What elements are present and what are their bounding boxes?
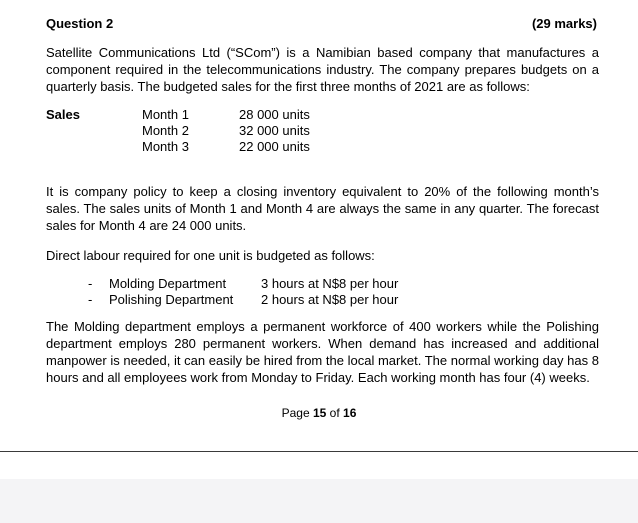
question-header <box>46 14 597 32</box>
workforce-paragraph: The Molding department employs a permanent workforce of 400 workers while the Polishing department employs 280 permanent workers. When demand has increased and additional manpower is needed, it can easily be hired from the local market. The normal working day has 8 hours and all employees work from Monday to Friday. Each working month has four (4) weeks. <box>46 319 599 385</box>
question-marks: (29 marks) <box>531 16 597 31</box>
intro-paragraph: Satellite Communications Ltd (“SCom”) is a Namibian based company that manufactures a component required in the telecommunications industry. The company prepares budgets on a quarterly basis. The budgeted sales for the first three months of 2021 are as follows: <box>46 45 599 94</box>
sales-month: Month 2 <box>142 123 189 138</box>
sales-row <box>142 139 342 155</box>
sales-units: 22 000 units <box>239 139 310 154</box>
sales-table <box>142 107 342 155</box>
sales-row <box>142 107 342 123</box>
inventory-policy-paragraph: It is company policy to keep a closing inventory equivalent to 20% of the following month’s sales. The sales units of Month 1 and Month 4 are always the same in any quarter. The forecast sales for Month 4 are 24 000 units. <box>46 184 599 233</box>
footer-current-page: 15 <box>312 406 327 420</box>
sales-units: 32 000 units <box>239 123 310 138</box>
footer-total-pages: 16 <box>343 406 357 420</box>
list-dash: - <box>88 292 93 307</box>
sales-row <box>142 123 342 139</box>
labour-item <box>88 292 418 308</box>
page-footer <box>0 406 638 420</box>
sales-label: Sales <box>46 107 80 122</box>
background-band <box>0 479 638 523</box>
page-divider <box>0 451 638 452</box>
labour-list <box>88 276 418 308</box>
question-title: Question 2 <box>46 16 114 31</box>
footer-of: of <box>326 406 344 420</box>
labour-hours: 2 hours at N$8 per hour <box>261 292 399 307</box>
sales-month: Month 3 <box>142 139 189 154</box>
labour-item <box>88 276 418 292</box>
labour-hours: 3 hours at N$8 per hour <box>261 276 399 291</box>
footer-page-prefix: Page <box>281 406 313 420</box>
labour-intro-paragraph: Direct labour required for one unit is budgeted as follows: <box>46 248 375 263</box>
sales-month: Month 1 <box>142 107 189 122</box>
list-dash: - <box>88 276 93 291</box>
sales-units: 28 000 units <box>239 107 310 122</box>
labour-department: Molding Department <box>109 276 227 291</box>
labour-department: Polishing Department <box>109 292 234 307</box>
